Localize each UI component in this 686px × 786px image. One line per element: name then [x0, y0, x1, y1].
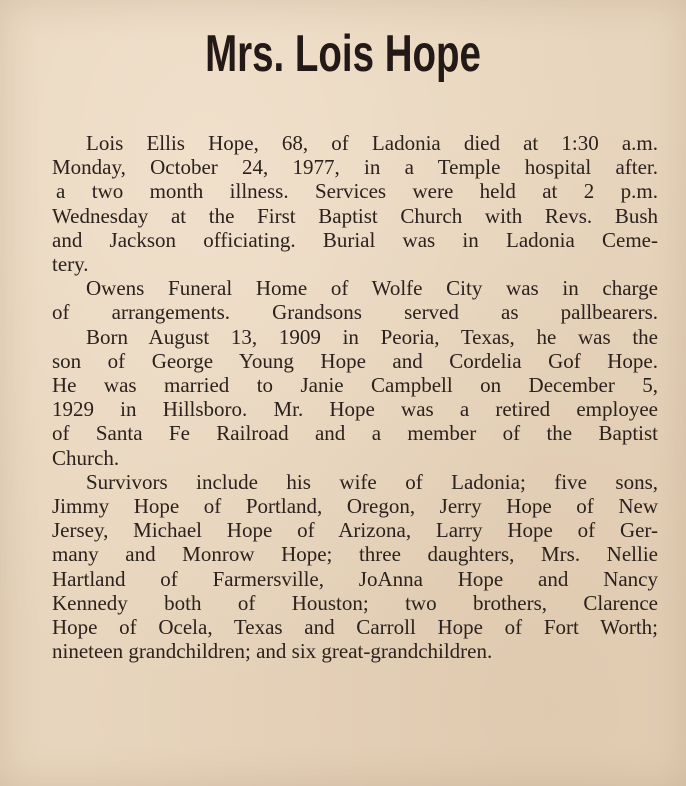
text-line: tery. [52, 252, 89, 277]
text-line: and Jackson officiating. Burial was in Ladonia Ceme- [52, 227, 658, 252]
text-line: of Santa Fe Railroad and a member of the Baptist [52, 421, 658, 446]
text-line: 1929 in Hillsboro. Mr. Hope was a retired employee [52, 397, 658, 422]
text-line: Lois Ellis Hope, 68, of Ladonia died at 1:30 a.m. [86, 131, 658, 155]
text-line: many and Monrow Hope; three daughters, Mrs. Nellie [52, 542, 658, 567]
headline: Mrs. Lois Hope [205, 25, 481, 83]
text-line: Kennedy both of Houston; two brothers, Clarence [52, 590, 658, 615]
text-line: Jimmy Hope of Portland, Oregon, Jerry Hope of New [52, 494, 658, 519]
paragraph-funeral-home [18, 276, 658, 324]
text-line: Monday, October 24, 1977, in a Temple hospital after. [52, 155, 658, 180]
text-line: Owens Funeral Home of Wolfe City was in charge [86, 276, 658, 301]
text-line: Church. [52, 445, 120, 470]
text-line: nineteen grandchildren; and six great-grandchildren. [52, 639, 493, 664]
text-line: Survivors include his wife of Ladonia; five sons, [86, 469, 658, 494]
text-line: son of George Young Hope and Cordelia Gof Hope. [52, 348, 658, 373]
text-line: Jersey, Michael Hope of Arizona, Larry Hope of Ger- [52, 518, 658, 543]
paragraph-death-notice [18, 131, 658, 276]
text-line: a two month illness. Services were held at 2 p.m. [56, 179, 658, 204]
text-line: of arrangements. Grandsons served as pallbearers. [52, 300, 658, 325]
text-line: Born August 13, 1909 in Peoria, Texas, he was the [86, 324, 658, 349]
text-line: Wednesday at the First Baptist Church with Revs. Bush [52, 203, 658, 228]
text-line: He was married to Janie Campbell on December 5, [52, 373, 658, 398]
paragraph-biography [18, 325, 658, 470]
obituary-body [18, 131, 658, 663]
paragraph-survivors [18, 470, 658, 664]
text-line: Hartland of Farmersville, JoAnna Hope and Nancy [52, 566, 658, 591]
text-line: Hope of Ocela, Texas and Carroll Hope of Fort Worth; [52, 615, 658, 640]
